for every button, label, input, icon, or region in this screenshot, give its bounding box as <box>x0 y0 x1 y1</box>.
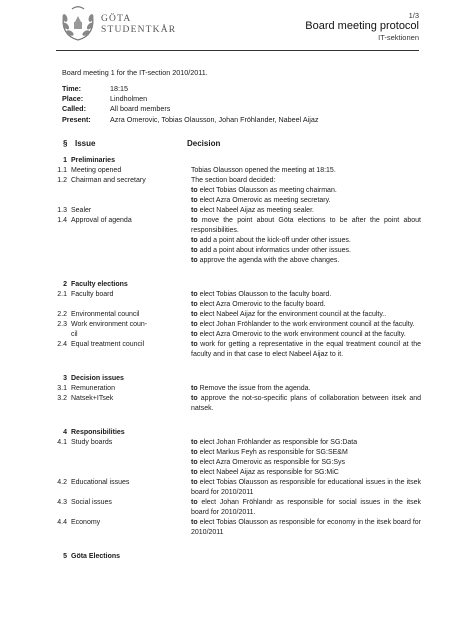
decision-line <box>191 300 421 310</box>
decision-line <box>191 216 421 236</box>
decision-text: approve the not-so-specific plans of collaboration between itsek and natsek. <box>191 395 421 412</box>
item-issue-line: Approval of agenda <box>71 217 132 224</box>
meta-row <box>62 104 318 114</box>
decision-verb: to <box>191 395 198 402</box>
decision-line <box>191 256 421 266</box>
section-heading <box>46 156 421 166</box>
agenda-item <box>46 206 421 216</box>
item-issue <box>67 206 191 216</box>
decision-line <box>191 478 421 498</box>
decision-line <box>191 458 421 468</box>
gota-studentkar-logo <box>58 4 188 46</box>
item-number: 1.4 <box>57 217 67 224</box>
agenda-item <box>46 498 421 518</box>
decision-verb: to <box>191 331 198 338</box>
decision-verb: to <box>191 237 198 244</box>
agenda-item <box>46 320 421 340</box>
agenda-section <box>46 374 421 414</box>
decision-text: move the point about Göta elections to be after the point about responsibilities. <box>191 217 421 234</box>
section-title: Responsibilities <box>71 429 125 436</box>
item-issue-line: Educational issues <box>71 479 130 486</box>
decision-text: elect Johan Fröhlandr as responsible for social issues in the itsek board for 2010/2011. <box>191 499 421 516</box>
item-issue <box>67 320 191 340</box>
item-decision <box>191 340 421 360</box>
decision-verb: to <box>191 385 198 392</box>
item-decision <box>191 518 421 538</box>
decision-verb: to <box>191 321 198 328</box>
meta-value: All board members <box>110 104 171 114</box>
decision-verb: to <box>191 197 198 204</box>
decision-text: elect Azra Omerovic as responsible for SG:Sys <box>199 459 346 466</box>
item-decision <box>191 176 421 206</box>
decision-verb: to <box>191 519 198 526</box>
wreath-emblem-icon <box>58 4 98 44</box>
decision-verb: to <box>191 247 198 254</box>
decision-text: elect Azra Omerovic as meeting secretary. <box>199 197 331 204</box>
section-number: 2 <box>63 281 67 288</box>
meta-row <box>62 115 318 125</box>
decision-text: The section board decided: <box>191 177 276 184</box>
decision-line <box>191 498 421 518</box>
decision-line <box>191 468 421 478</box>
agenda-item <box>46 478 421 498</box>
decision-text: Tobias Olausson opened the meeting at 18:15. <box>191 167 336 174</box>
decision-line <box>191 438 421 448</box>
agenda-item <box>46 310 421 320</box>
item-number: 4.4 <box>57 519 67 526</box>
item-issue <box>67 216 191 266</box>
item-decision <box>191 290 421 310</box>
document-title: Board meeting protocol <box>305 20 419 32</box>
decision-line <box>191 384 421 394</box>
meeting-details <box>62 84 318 125</box>
decision-text: approve the agenda with the above changes. <box>199 257 340 264</box>
decision-text: work for getting a representative in the equal treatment council at the faculty and in that case to elect Nabeel Aijaz to it. <box>191 341 422 358</box>
item-issue <box>67 290 191 310</box>
item-number: 2.4 <box>57 341 67 348</box>
column-header-decision: Decision <box>187 139 221 148</box>
item-number: 1.2 <box>57 177 67 184</box>
agenda-item <box>46 176 421 206</box>
decision-text: elect Nabeel Aijaz as responsible for SG:MiC <box>199 469 339 476</box>
item-issue-line: Sealer <box>71 207 92 214</box>
item-number: 4.2 <box>57 479 67 486</box>
decision-text: elect Nabeel Aijaz for the environment council at the faculty.. <box>199 311 387 318</box>
item-issue-line: cil <box>71 331 78 338</box>
agenda-section <box>46 280 421 360</box>
agenda-item <box>46 518 421 538</box>
item-number: 4.3 <box>57 499 67 506</box>
item-issue-line: Faculty board <box>71 291 114 298</box>
section-heading <box>46 280 421 290</box>
logo-wordmark-line2: STUDENTKÅR <box>101 25 177 35</box>
item-issue-line: Study boards <box>71 439 113 446</box>
decision-text: elect Nabeel Aijaz as meeting sealer. <box>199 207 314 214</box>
item-number: 2.1 <box>57 291 67 298</box>
page-header <box>305 11 419 42</box>
section-number: 1 <box>63 157 67 164</box>
item-decision <box>191 320 421 340</box>
decision-line <box>191 176 421 186</box>
section-title: Preliminaries <box>71 157 115 164</box>
document-subtitle: IT-sektionen <box>378 33 419 42</box>
item-number: 4.1 <box>57 439 67 446</box>
item-number: 3.1 <box>57 385 67 392</box>
agenda-item <box>46 438 421 478</box>
agenda-item <box>46 340 421 360</box>
decision-text: elect Azra Omerovic to the faculty board. <box>199 301 326 308</box>
item-decision <box>191 166 421 176</box>
item-issue <box>67 478 191 498</box>
item-number: 2.3 <box>57 321 67 328</box>
agenda-item <box>46 384 421 394</box>
item-issue <box>67 384 191 394</box>
decision-text: Remove the issue from the agenda. <box>199 385 311 392</box>
agenda-item <box>46 394 421 414</box>
decision-verb: to <box>191 449 198 456</box>
section-title: Göta Elections <box>71 553 121 560</box>
decision-text: elect Azra Omerovic to the work environment council at the faculty. <box>199 331 406 338</box>
decision-text: elect Tobias Olausson as meeting chairman. <box>199 187 337 194</box>
section-heading <box>46 552 421 562</box>
meta-label: Time: <box>62 84 82 93</box>
agenda-section <box>46 156 421 266</box>
section-heading <box>46 428 421 438</box>
decision-line <box>191 246 421 256</box>
decision-verb: to <box>191 257 198 264</box>
agenda-section <box>46 428 421 538</box>
decision-verb: to <box>191 499 198 506</box>
section-title: Decision issues <box>71 375 124 382</box>
decision-verb: to <box>191 469 198 476</box>
column-header-issue: Issue <box>75 139 96 148</box>
decision-line <box>191 236 421 246</box>
decision-text: elect Johan Fröhlander to the work environment council at the faculty. <box>199 321 415 328</box>
column-header-section: § <box>63 139 68 148</box>
item-number: 1.1 <box>57 167 67 174</box>
decision-line <box>191 330 421 340</box>
agenda-item <box>46 216 421 266</box>
item-issue-line: Economy <box>71 519 101 526</box>
decision-text: add a point about the kick-off under other issues. <box>199 237 351 244</box>
item-issue <box>67 498 191 518</box>
item-issue-line: Chairman and secretary <box>71 177 146 184</box>
decision-verb: to <box>191 217 198 224</box>
decision-text: add a point about informatics under other issues. <box>199 247 351 254</box>
decision-verb: to <box>191 207 198 214</box>
decision-verb: to <box>191 459 198 466</box>
item-issue-line: Social issues <box>71 499 112 506</box>
decision-text: elect Tobias Olausson to the faculty board. <box>199 291 332 298</box>
decision-line <box>191 196 421 206</box>
decision-verb: to <box>191 479 198 486</box>
item-decision <box>191 310 421 320</box>
item-decision <box>191 478 421 498</box>
meta-value: Lindholmen <box>110 94 148 104</box>
decision-line <box>191 206 421 216</box>
meta-value: 18:15 <box>110 84 128 93</box>
item-decision <box>191 498 421 518</box>
item-issue <box>67 394 191 414</box>
section-heading <box>46 374 421 384</box>
item-issue-line: Equal treatment council <box>71 341 145 348</box>
item-number: 1.3 <box>57 207 67 214</box>
meta-row <box>62 94 318 104</box>
decision-line <box>191 310 421 320</box>
decision-line <box>191 290 421 300</box>
item-issue <box>67 166 191 176</box>
item-issue-line: Work environment coun- <box>71 321 148 328</box>
item-issue <box>67 518 191 538</box>
logo-wordmark-line1: GÖTA <box>101 14 132 24</box>
item-issue <box>67 310 191 320</box>
section-number: 5 <box>63 553 67 560</box>
decision-verb: to <box>191 301 198 308</box>
decision-verb: to <box>191 187 198 194</box>
agenda-section <box>46 552 421 562</box>
intro-text: Board meeting 1 for the IT-section 2010/2011. <box>62 68 208 77</box>
item-decision <box>191 384 421 394</box>
item-issue-line: Environmental council <box>71 311 140 318</box>
item-issue <box>67 438 191 478</box>
item-issue-line: Remuneration <box>71 385 115 392</box>
item-issue <box>67 176 191 206</box>
decision-verb: to <box>191 311 198 318</box>
item-decision <box>191 206 421 216</box>
item-decision <box>191 438 421 478</box>
meta-value: Azra Omerovic, Tobias Olausson, Johan Fröhlander, Nabeel Aijaz <box>110 114 319 124</box>
decision-line <box>191 394 421 414</box>
decision-verb: to <box>191 439 198 446</box>
item-issue <box>67 340 191 360</box>
item-decision <box>191 216 421 266</box>
decision-line <box>191 166 421 176</box>
agenda-table <box>46 156 421 576</box>
decision-text: elect Johan Fröhlander as responsible for SG:Data <box>199 439 358 446</box>
meta-label: Place: <box>62 94 84 104</box>
meta-label: Called: <box>62 104 86 114</box>
item-number: 3.2 <box>57 395 67 402</box>
meta-row <box>62 84 318 94</box>
decision-line <box>191 340 421 360</box>
item-issue-line: Natsek+ITsek <box>71 395 114 402</box>
decision-verb: to <box>191 341 198 348</box>
decision-text: elect Tobias Olausson as responsible for educational issues in the itsek board for 2010/2011 <box>191 479 421 496</box>
decision-text: elect Tobias Olausson as responsible for economy in the itsek board for 2010/2011 <box>191 519 421 536</box>
page-number: 1/3 <box>408 11 419 20</box>
decision-line <box>191 186 421 196</box>
decision-line <box>191 320 421 330</box>
decision-text: elect Markus Feyh as responsible for SG:SE&M <box>199 449 348 456</box>
meta-label: Present: <box>62 114 91 124</box>
section-number: 4 <box>63 429 67 436</box>
item-issue-line: Meeting opened <box>71 167 122 174</box>
section-number: 3 <box>63 375 67 382</box>
section-title: Faculty elections <box>71 281 128 288</box>
agenda-item <box>46 166 421 176</box>
decision-verb: to <box>191 291 198 298</box>
decision-line <box>191 448 421 458</box>
agenda-item <box>46 290 421 310</box>
decision-line <box>191 518 421 538</box>
item-decision <box>191 394 421 414</box>
item-number: 2.2 <box>57 311 67 318</box>
header-rule <box>56 50 419 51</box>
